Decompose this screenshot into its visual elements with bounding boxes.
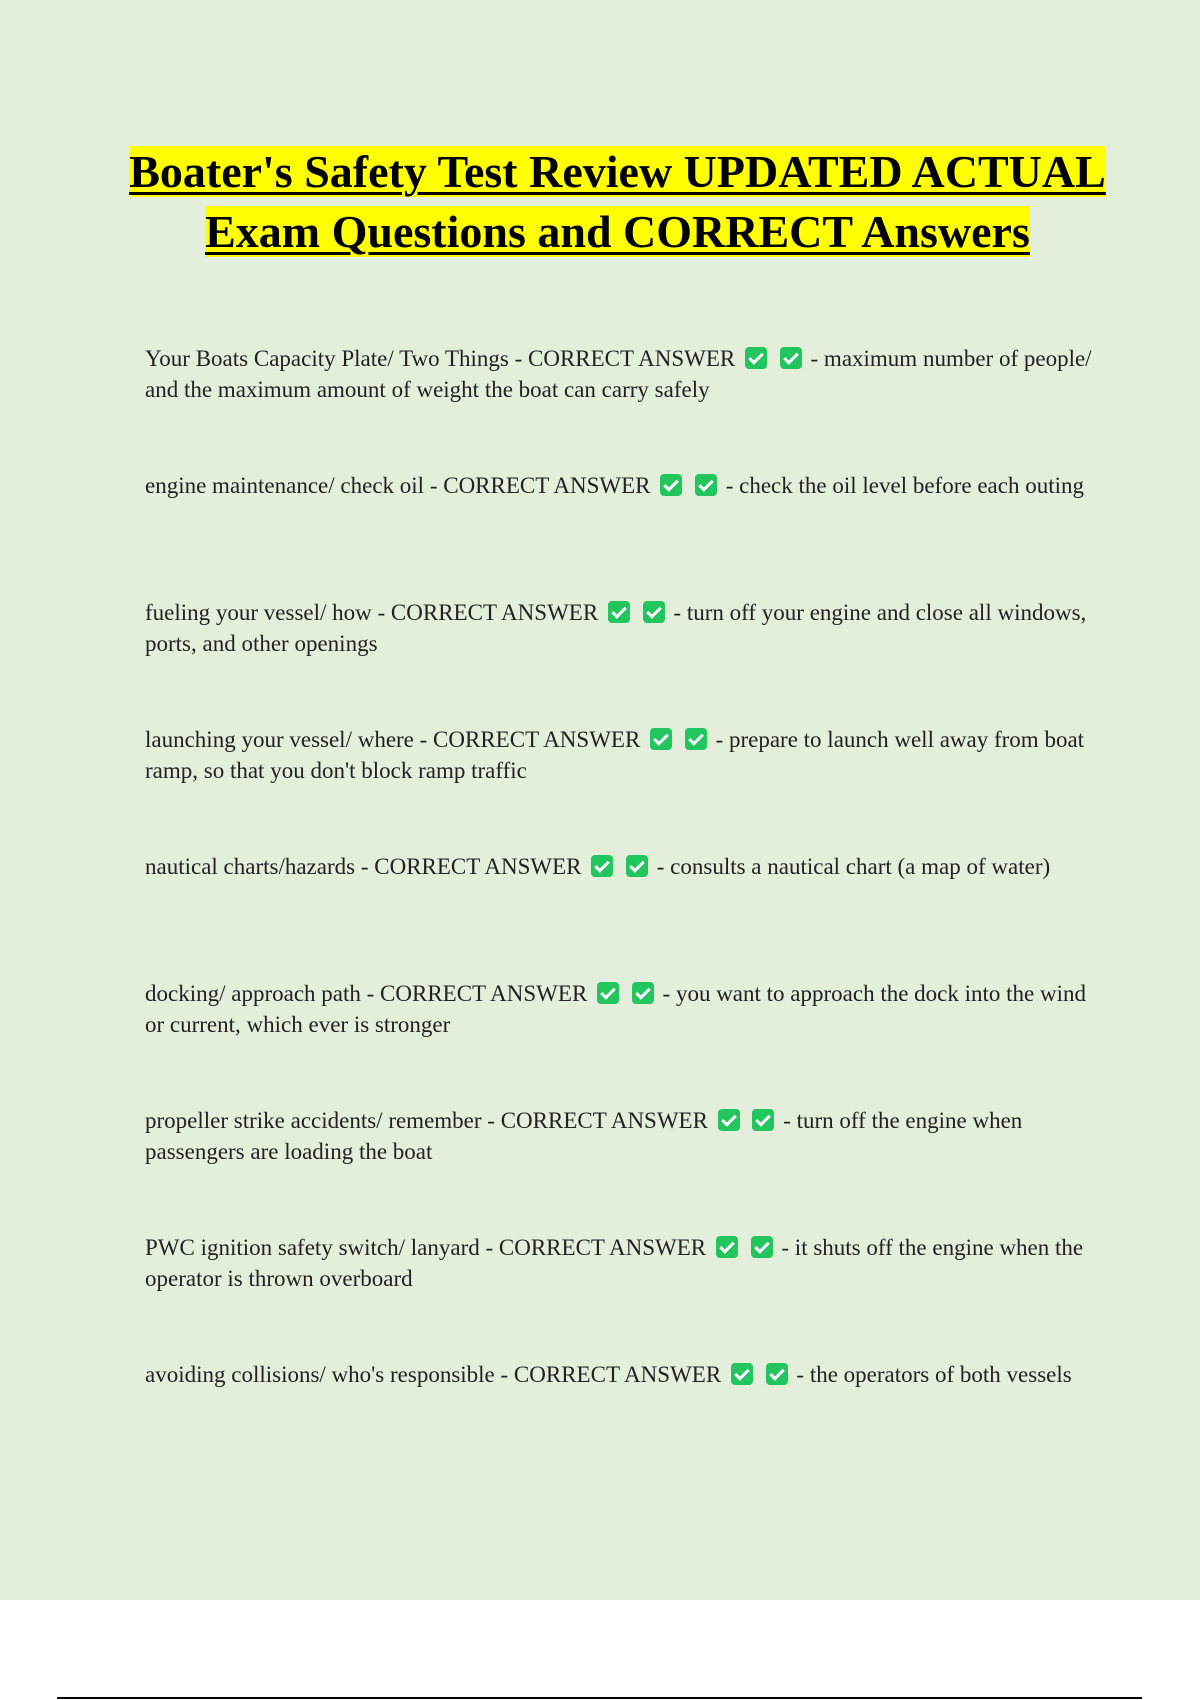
document-title	[120, 142, 1115, 262]
footer-divider	[57, 1697, 1142, 1699]
check-box-icon	[660, 474, 682, 496]
qa-item	[145, 1105, 1095, 1232]
check-box-icon	[731, 1363, 753, 1385]
check-box-icon	[752, 1109, 774, 1131]
question-text: nautical charts/hazards - CORRECT ANSWER	[145, 854, 582, 879]
question-text: Your Boats Capacity Plate/ Two Things - CORRECT ANSWER	[145, 346, 736, 371]
answer-text: - turn off the engine when passengers are loading the boat	[145, 1108, 1023, 1164]
check-box-icon	[766, 1363, 788, 1385]
check-box-icon	[591, 855, 613, 877]
question-text: launching your vessel/ where - CORRECT ANSWER	[145, 727, 641, 752]
answer-text: - you want to approach the dock into the wind or current, which ever is stronger	[145, 981, 1087, 1037]
qa-list	[145, 343, 1095, 1486]
qa-item	[145, 724, 1095, 851]
qa-item	[145, 1359, 1095, 1486]
answer-text: - it shuts off the engine when the operator is thrown overboard	[145, 1235, 1084, 1291]
check-box-icon	[650, 728, 672, 750]
question-text: propeller strike accidents/ remember - CORRECT ANSWER	[145, 1108, 708, 1133]
question-text: engine maintenance/ check oil - CORRECT ANSWER	[145, 473, 651, 498]
check-box-icon	[716, 1236, 738, 1258]
check-box-icon	[632, 982, 654, 1004]
answer-text: - consults a nautical chart (a map of water)	[656, 854, 1051, 879]
question-text: avoiding collisions/ who's responsible - CORRECT ANSWER	[145, 1362, 722, 1387]
answer-text: - check the oil level before each outing	[725, 473, 1084, 498]
qa-item	[145, 597, 1095, 724]
qa-item	[145, 1232, 1095, 1359]
check-box-icon	[751, 1236, 773, 1258]
question-text: fueling your vessel/ how - CORRECT ANSWER	[145, 600, 599, 625]
check-box-icon	[608, 601, 630, 623]
check-box-icon	[780, 347, 802, 369]
answer-text: - the operators of both vessels	[796, 1362, 1072, 1387]
qa-item	[145, 851, 1095, 978]
check-box-icon	[718, 1109, 740, 1131]
check-box-icon	[626, 855, 648, 877]
question-text: PWC ignition safety switch/ lanyard - CORRECT ANSWER	[145, 1235, 707, 1260]
document-title-text: Boater's Safety Test Review UPDATED ACTUAL Exam Questions and CORRECT Answers	[129, 146, 1106, 257]
qa-item	[145, 343, 1095, 470]
check-box-icon	[685, 728, 707, 750]
answer-text: - prepare to launch well away from boat ramp, so that you don't block ramp traffic	[145, 727, 1085, 783]
check-box-icon	[695, 474, 717, 496]
answer-text: - maximum number of people/ and the maximum amount of weight the boat can carry safely	[145, 346, 1092, 402]
qa-item	[145, 470, 1095, 597]
qa-item	[145, 978, 1095, 1105]
check-box-icon	[643, 601, 665, 623]
answer-text: - turn off your engine and close all windows, ports, and other openings	[145, 600, 1087, 656]
check-box-icon	[597, 982, 619, 1004]
question-text: docking/ approach path - CORRECT ANSWER	[145, 981, 588, 1006]
check-box-icon	[745, 347, 767, 369]
